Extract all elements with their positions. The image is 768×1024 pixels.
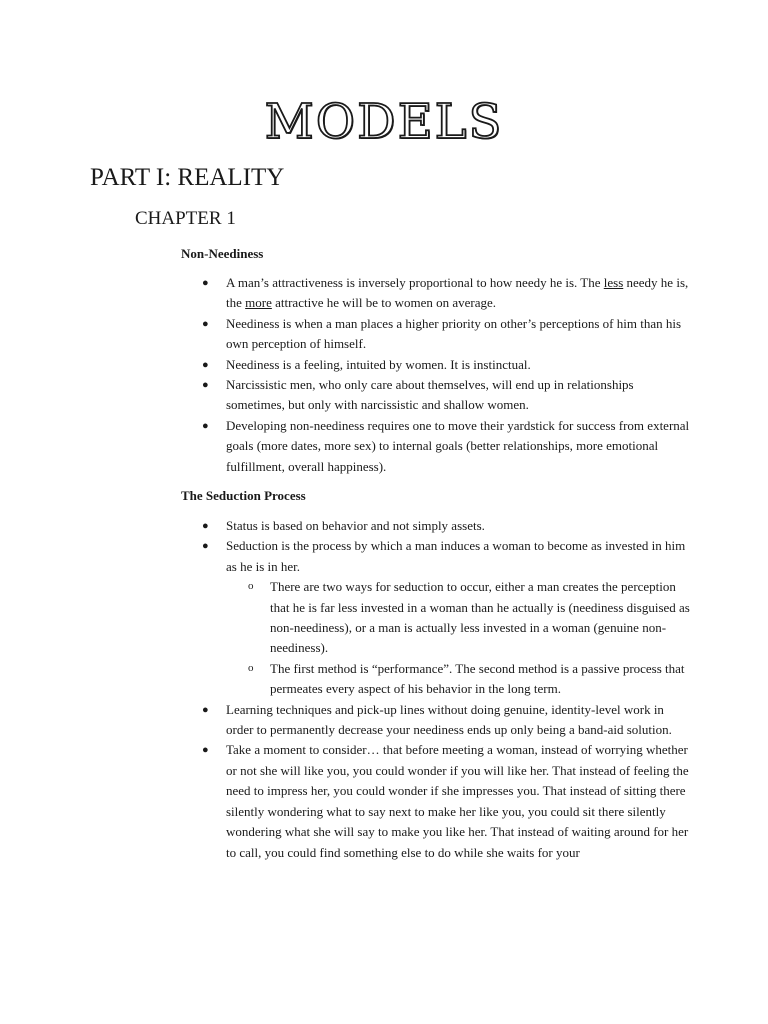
list-item-text: Developing non-neediness requires one to move their yardstick for success from external goals (more dates, more sex) to internal goals (better relationships, more emotional fulfillment, overall happiness). <box>226 417 690 474</box>
sub-list-item-text: There are two ways for seduction to occur, either a man creates the perception that he is far less invested in a woman than he actually is (neediness disguised as non-neediness), or a man is actually less invested in a woman (genuine non-neediness). <box>270 579 690 656</box>
list-item-text: Status is based on behavior and not simply assets. <box>226 518 485 533</box>
bullet-icon: ● <box>202 703 209 716</box>
bullet-icon: ● <box>202 277 209 289</box>
non-neediness-list <box>200 273 690 477</box>
section-heading-seduction-process: The Seduction Process <box>181 488 306 503</box>
list-item-text: Neediness is a feeling, intuited by women. It is instinctual. <box>226 356 531 372</box>
emphasis-less: less <box>603 275 624 290</box>
list-item-text: Narcissistic men, who only care about themselves, will end up in relationships sometimes, but only with narcissistic and shallow women. <box>226 377 634 413</box>
list-item <box>200 375 690 416</box>
bullet-icon: ● <box>202 540 209 553</box>
list-item-text: Take a moment to consider… that before meeting a woman, instead of worrying whether or not she will like you, you could wonder if you will like her. That instead of feeling the need to impress her, you could wonder if she impresses you. That instead of sitting there silently wondering what to say next to make her like you, you could sit there silently wondering what she will say to make you like her. That instead of waiting around for her to call, you could find something else to do while she waits for your <box>226 742 689 860</box>
list-item <box>200 740 690 862</box>
bullet-icon: ● <box>202 744 209 757</box>
list-item-text: Learning techniques and pick-up lines without doing genuine, identity-level work in order to permanently decrease your neediness ends up only being a band-aid solution. <box>226 701 672 738</box>
sub-bullet-icon: o <box>248 661 254 674</box>
bullet-icon: ● <box>202 358 209 371</box>
list-item-text: Seduction is the process by which a man induces a woman to become as invested in him as he is in her. <box>226 538 686 574</box>
list-item <box>200 273 690 314</box>
part-heading: PART I: REALITY <box>90 164 285 191</box>
sub-list-item <box>246 659 690 700</box>
section-heading-non-neediness: Non-Neediness <box>181 246 264 261</box>
list-item <box>200 536 690 699</box>
list-item <box>200 700 690 741</box>
chapter-heading: CHAPTER 1 <box>135 208 236 229</box>
bullet-icon: ● <box>202 317 209 330</box>
seduction-process-list <box>200 516 690 863</box>
emphasis-more: more <box>245 295 272 311</box>
list-item-text: A man’s attractiveness is inversely proportional to how needy he is. The less needy he is, the more attractive he will be to women on average. <box>226 275 689 311</box>
document-title: MODELS <box>264 94 504 150</box>
list-item <box>200 516 690 536</box>
bullet-icon: ● <box>202 379 209 392</box>
sub-list-item-text: The first method is “performance”. The second method is a passive process that permeates every aspect of his behavior in the long term. <box>270 660 685 697</box>
sub-list-item <box>246 577 690 659</box>
list-item <box>200 314 690 355</box>
list-item-text: Neediness is when a man places a higher priority on other’s perceptions of him than his own perception of himself. <box>226 315 682 352</box>
list-item <box>200 355 690 375</box>
list-item <box>200 416 690 477</box>
seduction-sublist <box>246 577 690 699</box>
bullet-icon: ● <box>202 419 209 432</box>
sub-bullet-icon: o <box>248 580 254 593</box>
bullet-icon: ● <box>202 520 209 532</box>
